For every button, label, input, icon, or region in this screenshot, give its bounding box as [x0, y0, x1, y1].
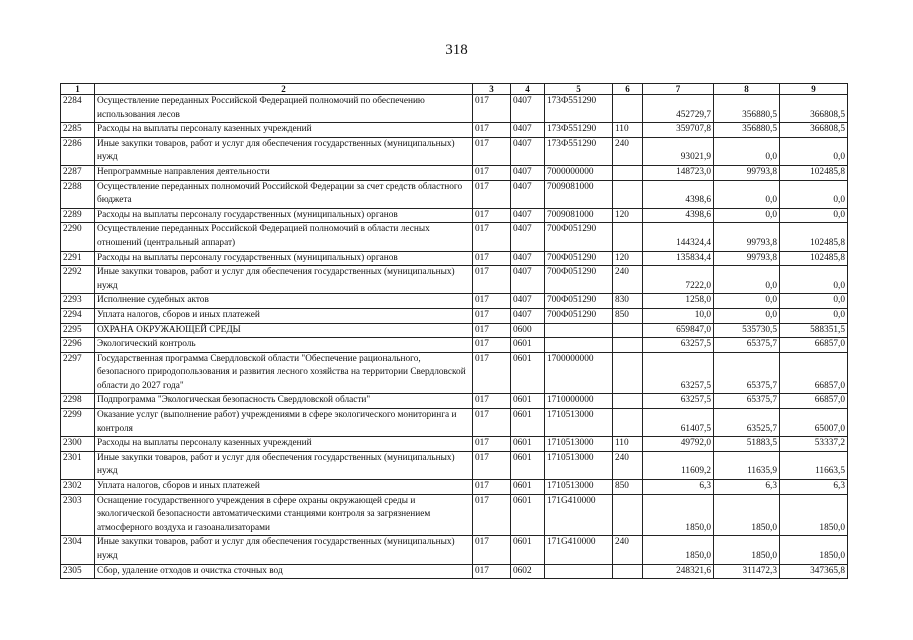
- target-item-cell: 1710000000: [545, 394, 613, 409]
- amount-year3-cell: 0,0: [780, 266, 848, 294]
- header-col-2: 2: [95, 84, 473, 95]
- amount-year2-cell: 0,0: [714, 308, 780, 323]
- description-cell: Расходы на выплаты персоналу государственных (муниципальных) органов: [95, 251, 473, 266]
- target-item-cell: [545, 323, 613, 338]
- section-code-cell: 0407: [511, 180, 545, 208]
- description-cell: Подпрограмма "Экологическая безопасность Свердловской области": [95, 394, 473, 409]
- amount-year3-cell: 66857,0: [780, 338, 848, 353]
- row-number-cell: 2304: [61, 536, 95, 564]
- ministry-code-cell: 017: [473, 251, 511, 266]
- header-row: [61, 84, 848, 95]
- description-cell: Иные закупки товаров, работ и услуг для обеспечения государственных (муниципальных) нужд: [95, 451, 473, 479]
- ministry-code-cell: 017: [473, 437, 511, 452]
- amount-year1-cell: 63257,5: [643, 338, 714, 353]
- amount-year1-cell: 1850,0: [643, 536, 714, 564]
- amount-year2-cell: 0,0: [714, 137, 780, 165]
- description-cell: Оснащение государственного учреждения в сфере охраны окружающей среды и экологической безопасности автоматическими станциями контроля за загрязнением атмосферного воздуха и газоанализаторами: [95, 494, 473, 536]
- section-code-cell: 0601: [511, 394, 545, 409]
- section-code-cell: 0602: [511, 564, 545, 579]
- expense-type-cell: 240: [613, 266, 643, 294]
- amount-year2-cell: 99793,8: [714, 223, 780, 251]
- table-row: [61, 180, 848, 208]
- table-row: [61, 394, 848, 409]
- amount-year1-cell: 248321,6: [643, 564, 714, 579]
- table-row: [61, 294, 848, 309]
- table-row: [61, 338, 848, 353]
- target-item-cell: 7009081000: [545, 180, 613, 208]
- table-row: [61, 564, 848, 579]
- row-number-cell: 2286: [61, 137, 95, 165]
- amount-year2-cell: 1850,0: [714, 536, 780, 564]
- amount-year3-cell: 6,3: [780, 480, 848, 495]
- amount-year1-cell: 135834,4: [643, 251, 714, 266]
- amount-year1-cell: 148723,0: [643, 165, 714, 180]
- amount-year2-cell: 99793,8: [714, 165, 780, 180]
- header-col-4: 4: [511, 84, 545, 95]
- target-item-cell: 700Ф051290: [545, 308, 613, 323]
- amount-year2-cell: 356880,5: [714, 95, 780, 123]
- table-row: [61, 352, 848, 394]
- ministry-code-cell: 017: [473, 308, 511, 323]
- description-cell: Расходы на выплаты персоналу казенных учреждений: [95, 123, 473, 138]
- row-number-cell: 2297: [61, 352, 95, 394]
- section-code-cell: 0407: [511, 266, 545, 294]
- header-col-9: 9: [780, 84, 848, 95]
- amount-year1-cell: 659847,0: [643, 323, 714, 338]
- section-code-cell: 0601: [511, 480, 545, 495]
- target-item-cell: 1710513000: [545, 409, 613, 437]
- ministry-code-cell: 017: [473, 223, 511, 251]
- row-number-cell: 2288: [61, 180, 95, 208]
- description-cell: Иные закупки товаров, работ и услуг для обеспечения государственных (муниципальных) нужд: [95, 266, 473, 294]
- section-code-cell: 0601: [511, 536, 545, 564]
- amount-year2-cell: 0,0: [714, 208, 780, 223]
- target-item-cell: 173Ф551290: [545, 137, 613, 165]
- amount-year2-cell: 0,0: [714, 266, 780, 294]
- amount-year2-cell: 0,0: [714, 294, 780, 309]
- target-item-cell: 700Ф051290: [545, 223, 613, 251]
- row-number-cell: 2295: [61, 323, 95, 338]
- amount-year1-cell: 61407,5: [643, 409, 714, 437]
- section-code-cell: 0407: [511, 294, 545, 309]
- expense-type-cell: [613, 494, 643, 536]
- amount-year3-cell: 366808,5: [780, 123, 848, 138]
- amount-year3-cell: 347365,8: [780, 564, 848, 579]
- description-cell: Оказание услуг (выполнение работ) учреждениями в сфере экологического мониторинга и контроля: [95, 409, 473, 437]
- header-col-8: 8: [714, 84, 780, 95]
- description-cell: Исполнение судебных актов: [95, 294, 473, 309]
- budget-table: [60, 83, 848, 579]
- amount-year2-cell: 99793,8: [714, 251, 780, 266]
- expense-type-cell: [613, 352, 643, 394]
- target-item-cell: 700Ф051290: [545, 251, 613, 266]
- amount-year1-cell: 6,3: [643, 480, 714, 495]
- amount-year2-cell: 51883,5: [714, 437, 780, 452]
- target-item-cell: 171G410000: [545, 494, 613, 536]
- expense-type-cell: [613, 409, 643, 437]
- amount-year3-cell: 102485,8: [780, 251, 848, 266]
- ministry-code-cell: 017: [473, 95, 511, 123]
- ministry-code-cell: 017: [473, 394, 511, 409]
- expense-type-cell: 850: [613, 308, 643, 323]
- table-row: [61, 323, 848, 338]
- section-code-cell: 0407: [511, 208, 545, 223]
- table-row: [61, 437, 848, 452]
- table-row: [61, 223, 848, 251]
- section-code-cell: 0601: [511, 494, 545, 536]
- table-row: [61, 409, 848, 437]
- ministry-code-cell: 017: [473, 409, 511, 437]
- amount-year3-cell: 0,0: [780, 308, 848, 323]
- description-cell: Государственная программа Свердловской области "Обеспечение рационального, безопасного природопользования и развития лесного хозяйства на территории Свердловской области до 2027 года": [95, 352, 473, 394]
- expense-type-cell: 120: [613, 251, 643, 266]
- amount-year3-cell: 11663,5: [780, 451, 848, 479]
- description-cell: ОХРАНА ОКРУЖАЮЩЕЙ СРЕДЫ: [95, 323, 473, 338]
- ministry-code-cell: 017: [473, 165, 511, 180]
- row-number-cell: 2302: [61, 480, 95, 495]
- amount-year1-cell: 49792,0: [643, 437, 714, 452]
- ministry-code-cell: 017: [473, 123, 511, 138]
- table-row: [61, 208, 848, 223]
- ministry-code-cell: 017: [473, 352, 511, 394]
- target-item-cell: [545, 338, 613, 353]
- table-row: [61, 494, 848, 536]
- row-number-cell: 2301: [61, 451, 95, 479]
- ministry-code-cell: 017: [473, 480, 511, 495]
- table-row: [61, 165, 848, 180]
- header-col-7: 7: [643, 84, 714, 95]
- amount-year3-cell: 65007,0: [780, 409, 848, 437]
- expense-type-cell: 110: [613, 437, 643, 452]
- row-number-cell: 2294: [61, 308, 95, 323]
- target-item-cell: 700Ф051290: [545, 294, 613, 309]
- amount-year3-cell: 0,0: [780, 294, 848, 309]
- section-code-cell: 0601: [511, 437, 545, 452]
- expense-type-cell: [613, 95, 643, 123]
- amount-year3-cell: 0,0: [780, 180, 848, 208]
- table-row: [61, 251, 848, 266]
- page-number: 318: [445, 42, 468, 58]
- amount-year3-cell: 0,0: [780, 208, 848, 223]
- table-row: [61, 123, 848, 138]
- expense-type-cell: [613, 394, 643, 409]
- section-code-cell: 0407: [511, 308, 545, 323]
- section-code-cell: 0407: [511, 95, 545, 123]
- table-row: [61, 95, 848, 123]
- ministry-code-cell: 017: [473, 338, 511, 353]
- amount-year2-cell: 63525,7: [714, 409, 780, 437]
- section-code-cell: 0601: [511, 352, 545, 394]
- row-number-cell: 2289: [61, 208, 95, 223]
- amount-year3-cell: 0,0: [780, 137, 848, 165]
- amount-year1-cell: 359707,8: [643, 123, 714, 138]
- section-code-cell: 0600: [511, 323, 545, 338]
- row-number-cell: 2293: [61, 294, 95, 309]
- target-item-cell: 7009081000: [545, 208, 613, 223]
- expense-type-cell: 830: [613, 294, 643, 309]
- header-col-6: 6: [613, 84, 643, 95]
- ministry-code-cell: 017: [473, 266, 511, 294]
- ministry-code-cell: 017: [473, 137, 511, 165]
- target-item-cell: 700Ф051290: [545, 266, 613, 294]
- target-item-cell: 173Ф551290: [545, 95, 613, 123]
- amount-year1-cell: 63257,5: [643, 352, 714, 394]
- target-item-cell: 173Ф551290: [545, 123, 613, 138]
- expense-type-cell: 110: [613, 123, 643, 138]
- target-item-cell: 7000000000: [545, 165, 613, 180]
- row-number-cell: 2305: [61, 564, 95, 579]
- amount-year3-cell: 66857,0: [780, 352, 848, 394]
- expense-type-cell: 120: [613, 208, 643, 223]
- section-code-cell: 0407: [511, 137, 545, 165]
- table-row: [61, 536, 848, 564]
- expense-type-cell: 850: [613, 480, 643, 495]
- description-cell: Осуществление переданных полномочий Российской Федерации за счет средств областного бюджета: [95, 180, 473, 208]
- amount-year2-cell: 65375,7: [714, 394, 780, 409]
- description-cell: Осуществление переданных Российской Федерацией полномочий в области лесных отношений (центральный аппарат): [95, 223, 473, 251]
- amount-year2-cell: 11635,9: [714, 451, 780, 479]
- description-cell: Иные закупки товаров, работ и услуг для обеспечения государственных (муниципальных) нужд: [95, 536, 473, 564]
- amount-year3-cell: 53337,2: [780, 437, 848, 452]
- table-body: [61, 95, 848, 579]
- header-col-3: 3: [473, 84, 511, 95]
- target-item-cell: 171G410000: [545, 536, 613, 564]
- section-code-cell: 0407: [511, 223, 545, 251]
- ministry-code-cell: 017: [473, 451, 511, 479]
- amount-year2-cell: 535730,5: [714, 323, 780, 338]
- header-col-5: 5: [545, 84, 613, 95]
- amount-year2-cell: 65375,7: [714, 352, 780, 394]
- description-cell: Уплата налогов, сборов и иных платежей: [95, 308, 473, 323]
- target-item-cell: 1710513000: [545, 451, 613, 479]
- amount-year3-cell: 66857,0: [780, 394, 848, 409]
- amount-year1-cell: 4398,6: [643, 208, 714, 223]
- expense-type-cell: 240: [613, 451, 643, 479]
- row-number-cell: 2285: [61, 123, 95, 138]
- row-number-cell: 2296: [61, 338, 95, 353]
- amount-year2-cell: 1850,0: [714, 494, 780, 536]
- amount-year1-cell: 11609,2: [643, 451, 714, 479]
- description-cell: Сбор, удаление отходов и очистка сточных вод: [95, 564, 473, 579]
- description-cell: Расходы на выплаты персоналу казенных учреждений: [95, 437, 473, 452]
- section-code-cell: 0601: [511, 409, 545, 437]
- expense-type-cell: [613, 323, 643, 338]
- target-item-cell: 1710513000: [545, 480, 613, 495]
- ministry-code-cell: 017: [473, 208, 511, 223]
- amount-year2-cell: 6,3: [714, 480, 780, 495]
- amount-year3-cell: 1850,0: [780, 494, 848, 536]
- table-row: [61, 266, 848, 294]
- expense-type-cell: 240: [613, 536, 643, 564]
- table-row: [61, 451, 848, 479]
- table-row: [61, 308, 848, 323]
- table-row: [61, 480, 848, 495]
- row-number-cell: 2292: [61, 266, 95, 294]
- ministry-code-cell: 017: [473, 536, 511, 564]
- row-number-cell: 2290: [61, 223, 95, 251]
- row-number-cell: 2300: [61, 437, 95, 452]
- expense-type-cell: [613, 223, 643, 251]
- ministry-code-cell: 017: [473, 494, 511, 536]
- amount-year1-cell: 452729,7: [643, 95, 714, 123]
- table-row: [61, 137, 848, 165]
- amount-year1-cell: 93021,9: [643, 137, 714, 165]
- target-item-cell: [545, 564, 613, 579]
- amount-year1-cell: 1258,0: [643, 294, 714, 309]
- description-cell: Непрограммные направления деятельности: [95, 165, 473, 180]
- section-code-cell: 0407: [511, 251, 545, 266]
- expense-type-cell: [613, 338, 643, 353]
- amount-year1-cell: 63257,5: [643, 394, 714, 409]
- amount-year3-cell: 1850,0: [780, 536, 848, 564]
- ministry-code-cell: 017: [473, 564, 511, 579]
- amount-year3-cell: 588351,5: [780, 323, 848, 338]
- amount-year2-cell: 311472,3: [714, 564, 780, 579]
- target-item-cell: 1710513000: [545, 437, 613, 452]
- description-cell: Расходы на выплаты персоналу государственных (муниципальных) органов: [95, 208, 473, 223]
- section-code-cell: 0407: [511, 123, 545, 138]
- row-number-cell: 2299: [61, 409, 95, 437]
- section-code-cell: 0601: [511, 338, 545, 353]
- target-item-cell: 1700000000: [545, 352, 613, 394]
- row-number-cell: 2303: [61, 494, 95, 536]
- amount-year2-cell: 356880,5: [714, 123, 780, 138]
- amount-year1-cell: 1850,0: [643, 494, 714, 536]
- amount-year1-cell: 7222,0: [643, 266, 714, 294]
- row-number-cell: 2287: [61, 165, 95, 180]
- section-code-cell: 0407: [511, 165, 545, 180]
- ministry-code-cell: 017: [473, 294, 511, 309]
- amount-year3-cell: 102485,8: [780, 165, 848, 180]
- expense-type-cell: 240: [613, 137, 643, 165]
- row-number-cell: 2291: [61, 251, 95, 266]
- amount-year1-cell: 4398,6: [643, 180, 714, 208]
- expense-type-cell: [613, 180, 643, 208]
- description-cell: Иные закупки товаров, работ и услуг для обеспечения государственных (муниципальных) нужд: [95, 137, 473, 165]
- description-cell: Уплата налогов, сборов и иных платежей: [95, 480, 473, 495]
- amount-year2-cell: 65375,7: [714, 338, 780, 353]
- section-code-cell: 0601: [511, 451, 545, 479]
- amount-year1-cell: 10,0: [643, 308, 714, 323]
- ministry-code-cell: 017: [473, 323, 511, 338]
- description-cell: Осуществление переданных Российской Федерацией полномочий по обеспечению использования лесов: [95, 95, 473, 123]
- amount-year3-cell: 366808,5: [780, 95, 848, 123]
- row-number-cell: 2284: [61, 95, 95, 123]
- expense-type-cell: [613, 165, 643, 180]
- amount-year3-cell: 102485,8: [780, 223, 848, 251]
- header-col-1: 1: [61, 84, 95, 95]
- expense-type-cell: [613, 564, 643, 579]
- description-cell: Экологический контроль: [95, 338, 473, 353]
- amount-year1-cell: 144324,4: [643, 223, 714, 251]
- row-number-cell: 2298: [61, 394, 95, 409]
- amount-year2-cell: 0,0: [714, 180, 780, 208]
- ministry-code-cell: 017: [473, 180, 511, 208]
